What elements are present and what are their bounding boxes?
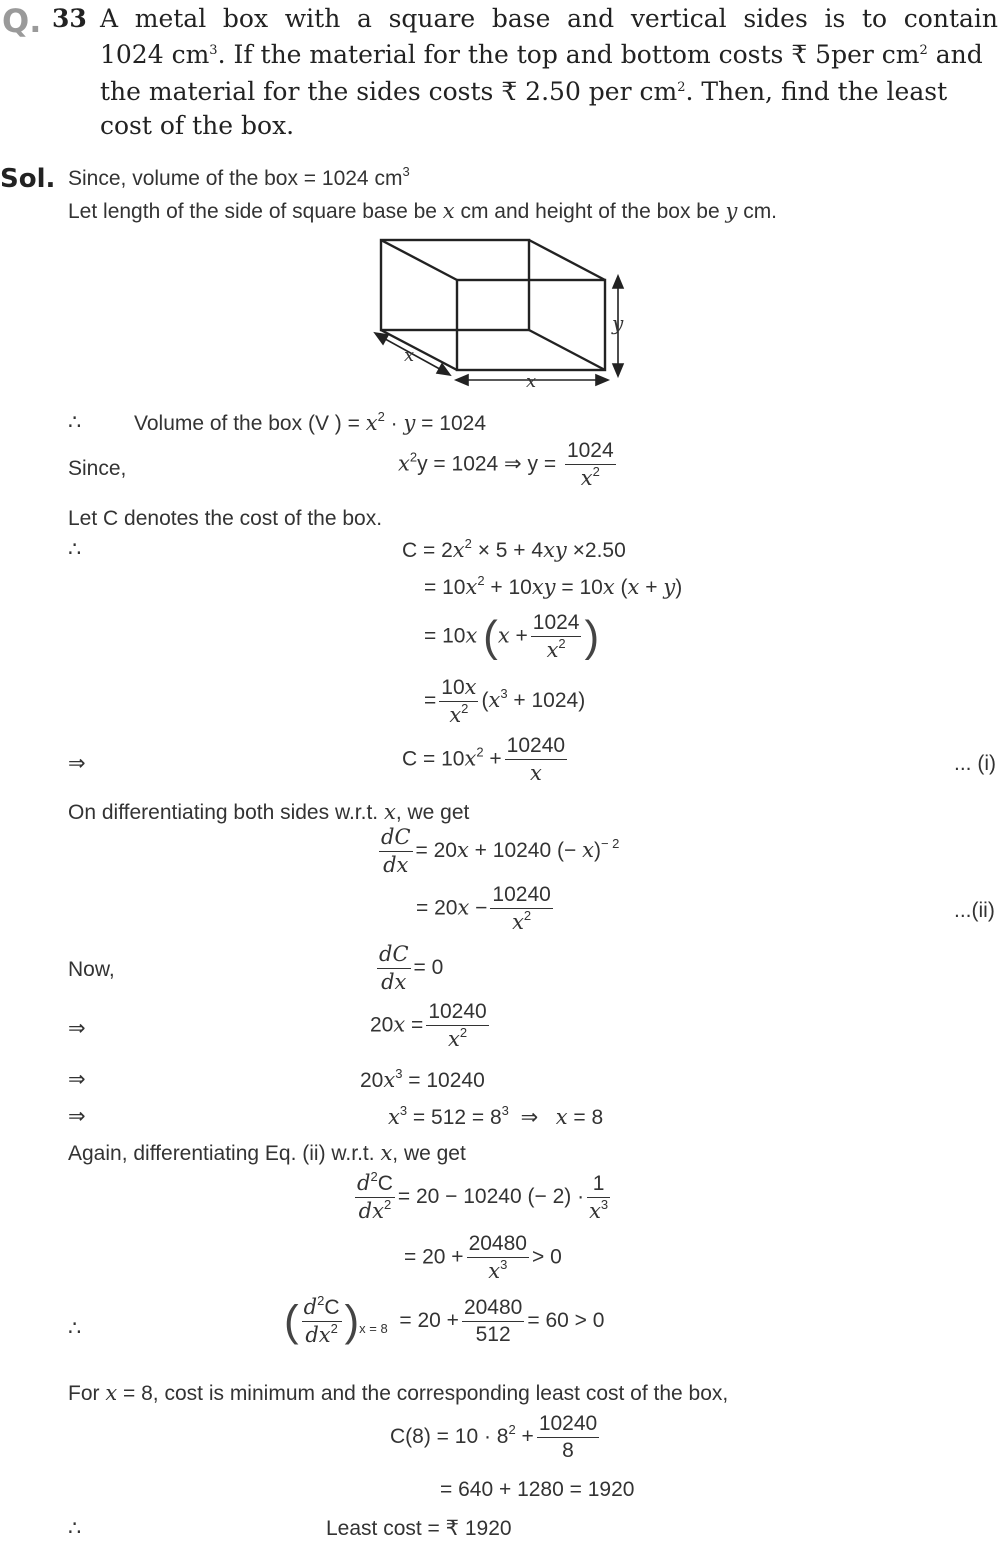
- cost-eq-3: = 10x (x + $\frac{1024}{x^2}$ ): [424, 611, 600, 662]
- diff-text: On differentiating both sides w.r.t. x, we get: [68, 800, 470, 824]
- cost-eq-4: = $\frac{10x}{x^2}$ $(x^3 + 1024)$: [424, 675, 586, 727]
- c8-eq-2: = 640 + 1280 = 1920: [440, 1478, 635, 1501]
- solve-eq-1: 20x = $\frac{10240}{x^2}$: [370, 1000, 487, 1051]
- diagram-label-x-side: x: [404, 345, 415, 366]
- c8-eq-1: $C(8) = 10 \cdot 8^2$ + $\frac{10240}{8}$: [390, 1412, 598, 1462]
- eq-label-ii: ...(ii): [954, 899, 995, 922]
- implies-3: ⇒: [68, 1068, 86, 1091]
- cost-eq-1: $C = 2x^2 \times 5 + 4xy \times 2.50$: [402, 536, 626, 562]
- dcdx-zero: $\frac{dC}{dx}$ = 0: [379, 942, 444, 994]
- second-deriv-at-8: ( $\frac{d^2C}{dx^2}$ )$_{x = 8} = 20$ + $\frac{20480}{512}$ = 60 > 0: [284, 1293, 605, 1347]
- therefore-4: ∴: [68, 1517, 82, 1540]
- eq-label-i: ... (i): [954, 752, 996, 775]
- second-deriv-2: = 20 + $\frac{20480}{x^3}$ > 0: [404, 1232, 562, 1283]
- cost-eq-2: = $10x^2 + 10xy = 10x$ (x + y): [424, 573, 683, 599]
- implies-4: ⇒: [68, 1105, 86, 1128]
- now-label: Now,: [68, 958, 115, 981]
- least-cost: Least cost = ₹ 1920: [326, 1517, 512, 1540]
- implies-1: ⇒: [68, 752, 86, 775]
- solve-eq-2: $20x^3 = 10240$: [360, 1066, 485, 1092]
- eq-y: $x^2y = 1024$ ⇒ y = $\frac{1024}{x^2}$: [398, 439, 614, 490]
- solve-eq-3: $x^3 = 512 = 8^3$ ⇒ x = 8: [388, 1103, 604, 1129]
- dcdx-eq-1: $\frac{dC}{dx}$ = 20x + 10240 (− x)$^{- 2}$: [381, 825, 620, 877]
- again-text: Again, differentiating Eq. (ii) w.r.t. x, we get: [68, 1141, 466, 1165]
- therefore-1: ∴: [68, 411, 82, 434]
- question-line-2: 1024 $cm^3$. If the material for the top and bottom costs ₹ 5per $cm^2$ and: [100, 40, 983, 69]
- diagram-label-x-bottom: x: [526, 371, 537, 392]
- let-c-line: Let C denotes the cost of the box.: [68, 507, 383, 530]
- implies-2: ⇒: [68, 1017, 86, 1040]
- question-line-4: cost of the box.: [100, 111, 295, 140]
- therefore-2: ∴: [68, 538, 82, 561]
- question-number: 33: [52, 4, 87, 33]
- for-x-text: For x = 8, cost is minimum and the corresponding least cost of the box,: [68, 1381, 729, 1405]
- volume-line: Volume of the box (V ) = $x^2 \cdot y = 1024$: [134, 409, 486, 435]
- solution-label: Sol.: [0, 164, 56, 194]
- question-mark: Q.: [2, 2, 42, 40]
- box-diagram: [368, 232, 638, 392]
- intro-line-1: Since, volume of the box = 1024 $cm^3$: [68, 164, 410, 190]
- therefore-3: ∴: [68, 1317, 82, 1340]
- question-line-1: A metal box with a square base and vertical sides is to contain: [100, 4, 998, 33]
- since-label: Since,: [68, 457, 127, 480]
- cost-eq-final: $C = 10x^2$ + $\frac{10240}{x}$: [402, 734, 566, 785]
- diagram-label-y: y: [612, 311, 624, 335]
- intro-line-2: Let length of the side of square base be x cm and height of the box be y cm.: [68, 199, 778, 223]
- dcdx-eq-2: = 20x − $\frac{10240}{x^2}$: [416, 883, 551, 934]
- second-deriv-1: $\frac{d^2C}{dx^2}$ = 20 − 10240 (− 2) · $\frac{1}{x^3}$: [357, 1169, 609, 1223]
- question-line-3: the material for the sides costs ₹ 2.50 per $cm^2$. Then, find the least: [100, 77, 948, 106]
